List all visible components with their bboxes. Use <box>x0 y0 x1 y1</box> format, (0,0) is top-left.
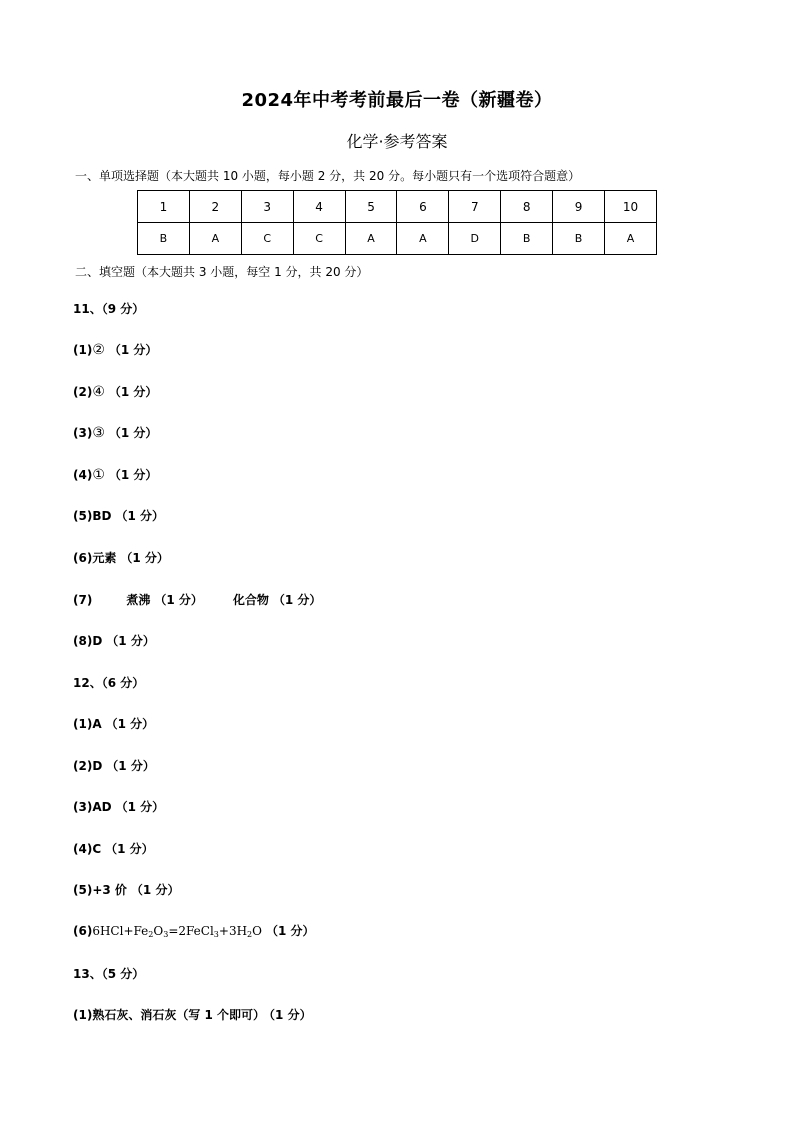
item-score-a: （1 分） <box>154 593 203 607</box>
question-number-cell: 4 <box>293 191 345 223</box>
q12-item-5 <box>73 881 179 898</box>
item-answer: D <box>92 759 103 773</box>
q12-item-4 <box>73 840 154 857</box>
q13-header: 13、（5 分） <box>73 967 145 981</box>
page-title: 2024年中考考前最后一卷（新疆卷） <box>241 90 553 111</box>
section2-heading: 二、填空题（本大题共 3 小题，每空 1 分，共 20 分） <box>75 265 369 279</box>
item-score: （1 分） <box>120 551 169 565</box>
q12-item-2 <box>73 757 155 774</box>
item-number: (5) <box>73 883 93 897</box>
answer-row <box>138 223 657 255</box>
item-score-b: （1 分） <box>272 593 322 607</box>
question-number-cell: 1 <box>138 191 190 223</box>
item-answer: D <box>92 634 103 648</box>
item-score: （1 分） <box>105 842 154 856</box>
answer-cell: A <box>397 223 449 255</box>
q11-header: 11、（9 分） <box>73 302 145 316</box>
q11-item-5 <box>73 507 164 524</box>
item-answer-b: 化合物 <box>232 593 269 607</box>
q12-header: 12、（6 分） <box>73 676 145 690</box>
item-number: (1) <box>73 1008 93 1022</box>
item-number: (2) <box>73 385 93 399</box>
question-number-cell: 8 <box>501 191 553 223</box>
q12-item-3 <box>73 798 164 815</box>
answer-cell: B <box>501 223 553 255</box>
q11-item-1 <box>73 341 157 358</box>
answer-cell: C <box>241 223 293 255</box>
answer-cell: A <box>345 223 397 255</box>
section1-heading: 一、单项选择题（本大题共 10 小题，每小题 2 分，共 20 分。每小题只有一个选项符合题意） <box>75 169 581 183</box>
item-answer: ④ <box>92 384 105 400</box>
item-number: (7) <box>73 593 93 607</box>
answer-cell: A <box>605 223 657 255</box>
item-answer-a: 煮沸 <box>126 593 151 607</box>
answer-table <box>137 190 657 255</box>
item-score: （1 分） <box>105 717 155 731</box>
item-number: (5) <box>73 509 93 523</box>
item-score: （1 分） <box>106 634 155 648</box>
question-number-cell: 5 <box>345 191 397 223</box>
q11-item-3 <box>73 424 157 441</box>
q11-item-7 <box>73 591 321 608</box>
item-number: (4) <box>73 468 93 482</box>
q12-item-1 <box>73 715 154 732</box>
item-number: (1) <box>73 717 93 731</box>
question-number-cell: 6 <box>397 191 449 223</box>
item-answer: ① <box>92 467 105 483</box>
question-number-cell: 3 <box>241 191 293 223</box>
item-number: (3) <box>73 426 93 440</box>
item-answer: AD <box>92 800 112 814</box>
question-number-row <box>138 191 657 223</box>
q11-item-6 <box>73 549 169 566</box>
answer-cell: A <box>189 223 241 255</box>
item-number: (4) <box>73 842 93 856</box>
item-score: （1 分） <box>265 924 315 938</box>
answer-cell: C <box>293 223 345 255</box>
question-number-cell: 2 <box>189 191 241 223</box>
item-answer: A <box>92 717 102 731</box>
q13-item-1 <box>73 1006 312 1023</box>
item-number: (1) <box>73 343 93 357</box>
q11-item-4 <box>73 466 157 483</box>
item-answer: 元素 <box>92 551 117 565</box>
answer-cell: B <box>553 223 605 255</box>
question-number-cell: 9 <box>553 191 605 223</box>
question-number-cell: 7 <box>449 191 501 223</box>
item-score: （1 分） <box>269 1008 312 1022</box>
item-number: (6) <box>73 551 93 565</box>
page-subtitle: 化学·参考答案 <box>346 132 448 151</box>
answer-cell: D <box>449 223 501 255</box>
q12-item-6 <box>73 922 315 939</box>
chemical-equation: $6HCl+Fe_2O_3=2FeCl_3+3H_2O$ <box>92 924 262 939</box>
q11-item-8 <box>73 632 155 649</box>
question-number-cell: 10 <box>605 191 657 223</box>
item-number: (8) <box>73 634 93 648</box>
item-score: （1 分） <box>130 883 180 897</box>
item-number: (2) <box>73 759 93 773</box>
answer-cell: B <box>138 223 190 255</box>
item-score: （1 分） <box>115 800 165 814</box>
item-score: （1 分） <box>108 426 158 440</box>
q11-item-2 <box>73 383 157 400</box>
item-answer: C <box>92 842 102 856</box>
item-answer: +3 价 <box>92 883 127 897</box>
item-number: (3) <box>73 800 93 814</box>
item-score: （1 分） <box>108 385 158 399</box>
item-score: （1 分） <box>115 509 164 523</box>
item-number: (6) <box>73 924 93 938</box>
item-answer: ② <box>92 342 105 358</box>
item-answer: ③ <box>92 425 105 441</box>
item-score: （1 分） <box>108 468 158 482</box>
item-answer: BD <box>92 509 112 523</box>
item-answer: 熟石灰、消石灰（写 1 个即可） <box>92 1008 266 1022</box>
item-score: （1 分） <box>106 759 155 773</box>
item-score: （1 分） <box>108 343 158 357</box>
